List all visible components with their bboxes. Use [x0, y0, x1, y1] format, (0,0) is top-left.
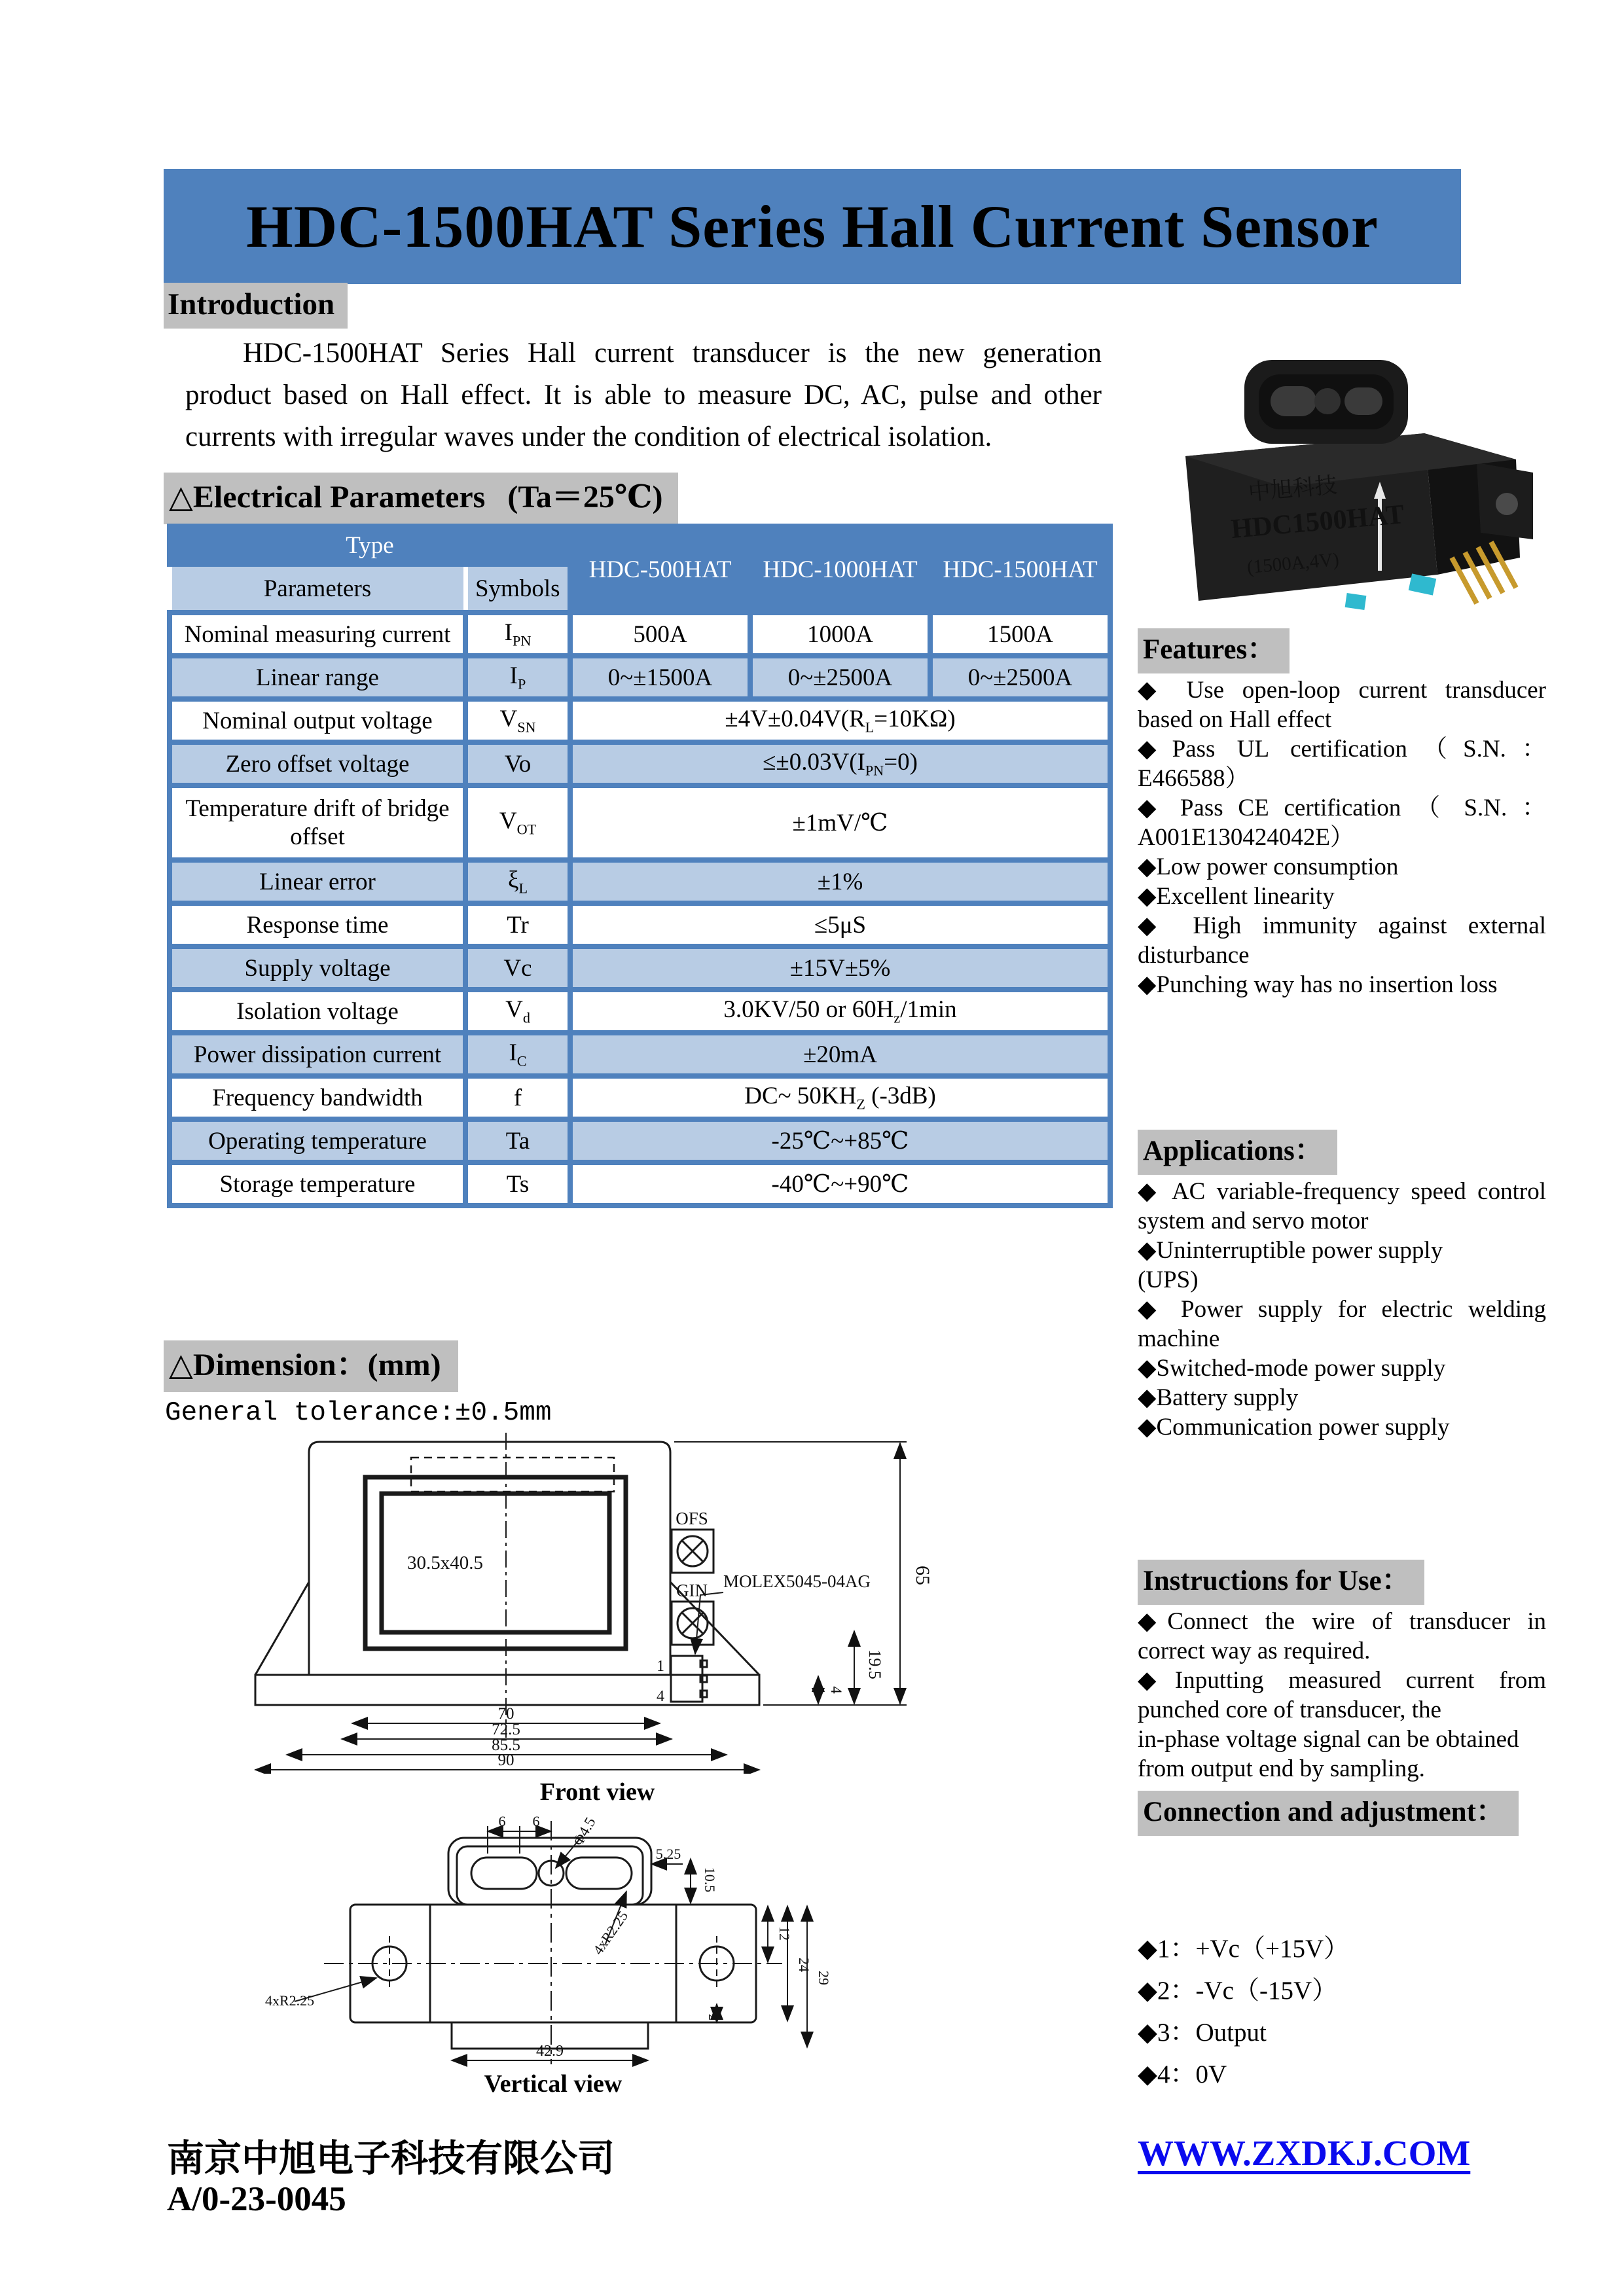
dimension-heading: △Dimension：(mm): [164, 1340, 458, 1392]
table-row: [170, 656, 1110, 699]
ofs-label: OFS: [676, 1509, 708, 1528]
value-cell: -40℃~+90℃: [570, 1162, 1110, 1206]
list-item: disturbance: [1138, 942, 1250, 969]
connection-list: [1138, 1928, 1546, 2096]
table-row: [170, 1033, 1110, 1076]
value-cell: 0~±2500A: [750, 656, 930, 699]
list-item: ◆Low power consumption: [1138, 853, 1399, 880]
symbol-cell: Tr: [465, 903, 570, 946]
front-view-drawing: [242, 1430, 952, 1774]
symbol-cell: $\xi_L$: [465, 860, 570, 903]
list-item: ◆4：0V: [1138, 2060, 1227, 2089]
list-item: ◆Punching way has no insertion loss: [1138, 971, 1498, 998]
table-row: [170, 903, 1110, 946]
dim-72-5: 72.5: [492, 1721, 520, 1738]
table-corner-type: Type: [170, 526, 570, 564]
instructions-list: [1138, 1607, 1546, 1784]
param-cell: Nominal measuring current: [170, 613, 465, 656]
symbol-cell: Ts: [465, 1162, 570, 1206]
value-cell: ≤5μS: [570, 903, 1110, 946]
symbol-cell: Ta: [465, 1119, 570, 1162]
list-item: ◆3：Output: [1138, 2018, 1267, 2047]
value-cell: 500A: [570, 613, 750, 656]
value-cell: $\le\pm 0.03V(I_{PN}=0)$: [570, 742, 1110, 785]
value-cell: ±1mV/℃: [570, 785, 1110, 860]
param-cell: Response time: [170, 903, 465, 946]
symbol-cell: $I_P$: [465, 656, 570, 699]
dim-2: 2: [706, 2014, 720, 2020]
connection-heading: Connection and adjustment：: [1138, 1791, 1519, 1836]
electrical-parameters-table: [167, 524, 1108, 1208]
param-cell: Supply voltage: [170, 946, 465, 990]
value-cell: ±1%: [570, 860, 1110, 903]
list-item: ◆Switched-mode power supply: [1138, 1355, 1446, 1382]
tolerance-note: General tolerance:±0.5mm: [165, 1398, 552, 1428]
column-header-model-2: HDC-1000HAT: [750, 526, 930, 613]
front-view-dimensions: [255, 1442, 907, 1770]
list-item: ◆ High immunity against external: [1138, 912, 1546, 939]
list-item: ◆1：+Vc（+15V）: [1138, 1935, 1350, 1963]
window-size-label: 30.5x40.5: [407, 1552, 483, 1573]
footer-company-name: 南京中旭电子科技有限公司: [167, 2138, 615, 2179]
list-item: system and servo motor: [1138, 1208, 1369, 1234]
column-header-model-1: HDC-500HAT: [570, 526, 750, 613]
dim-90: 90: [497, 1751, 514, 1769]
list-item: correct way as required.: [1138, 1638, 1371, 1664]
value-cell: $\pm 4V\pm 0.04V(R_L=10K\Omega)$: [570, 699, 1110, 742]
symbol-cell: $V_{OT}$: [465, 785, 570, 860]
param-cell: Frequency bandwidth: [170, 1076, 465, 1119]
param-cell: Isolation voltage: [170, 990, 465, 1033]
list-item: ◆ Use open-loop current transducer: [1138, 677, 1546, 704]
dim-29: 29: [816, 1971, 832, 1985]
product-rating-label: (1500A,4V): [1246, 548, 1341, 578]
vertical-view-caption: Vertical view: [484, 2070, 623, 2098]
table-row: [170, 1119, 1110, 1162]
product-photo: [1149, 342, 1536, 630]
gin-label: GIN: [676, 1581, 708, 1600]
table-row: [170, 742, 1110, 785]
dim-radius-left: 4xR2.25: [265, 1992, 315, 2009]
symbol-cell: Vo: [465, 742, 570, 785]
electrical-parameters-heading: [164, 473, 678, 524]
symbol-cell: $I_C$: [465, 1033, 570, 1076]
symbol-cell: $I_{PN}$: [465, 613, 570, 656]
value-cell: -25℃~+85℃: [570, 1119, 1110, 1162]
features-list: [1138, 675, 1546, 999]
symbol-cell: Vc: [465, 946, 570, 990]
param-cell: Operating temperature: [170, 1119, 465, 1162]
electrical-heading-text: △Electrical Parameters: [169, 480, 486, 514]
value-cell: 0~±1500A: [570, 656, 750, 699]
table-row: [170, 1076, 1110, 1119]
list-item: ◆Inputting measured current from: [1138, 1667, 1546, 1694]
list-item: ◆Battery supply: [1138, 1384, 1299, 1411]
list-item: based on Hall effect: [1138, 706, 1332, 733]
instructions-heading: Instructions for Use：: [1138, 1560, 1424, 1605]
dim-65: 65: [912, 1566, 933, 1585]
dim-5-25: 5.25: [655, 1846, 681, 1862]
value-cell: 3.0KV/50 or $60H_z/1\min$: [570, 990, 1110, 1033]
connector-label: MOLEX5045-04AG: [723, 1571, 871, 1591]
dim-10-5: 10.5: [702, 1867, 718, 1893]
list-item: ◆Excellent linearity: [1138, 883, 1335, 910]
symbol-cell: $V_d$: [465, 990, 570, 1033]
electrical-condition: (Ta＝25℃): [507, 480, 663, 514]
list-item: ◆2：-Vc（-15V）: [1138, 1977, 1338, 2005]
footer-doc-number: A/0-23-0045: [167, 2180, 346, 2218]
list-item: punched core of transducer, the: [1138, 1696, 1441, 1723]
dim-6a: 6: [498, 1813, 506, 1829]
value-cell: 0~±2500A: [930, 656, 1110, 699]
list-item: ◆ Pass CE certification （ S.N. ：: [1138, 795, 1546, 821]
symbol-cell: f: [465, 1076, 570, 1119]
dim-24: 24: [796, 1958, 812, 1972]
list-item: ◆Connect the wire of transducer in: [1138, 1608, 1546, 1635]
param-cell: Nominal output voltage: [170, 699, 465, 742]
table-row: [170, 785, 1110, 860]
sensor-illustration: [1185, 360, 1533, 610]
value-cell: 1000A: [750, 613, 930, 656]
param-cell: Linear range: [170, 656, 465, 699]
dim-42-9: 42.9: [536, 2043, 564, 2060]
value-cell: ±20mA: [570, 1033, 1110, 1076]
dim-4: 4: [828, 1686, 844, 1694]
param-cell: Power dissipation current: [170, 1033, 465, 1076]
pin-4-label: 4: [657, 1688, 664, 1705]
table-row: [170, 860, 1110, 903]
table-row: [170, 990, 1110, 1033]
list-item: from output end by sampling.: [1138, 1755, 1425, 1782]
dim-85-5: 85.5: [492, 1736, 520, 1754]
applications-heading: Applications：: [1138, 1130, 1337, 1175]
list-item: (UPS): [1138, 1266, 1199, 1293]
vertical-view-outline: [324, 1821, 782, 2064]
table-row: [170, 613, 1110, 656]
list-item: ◆Pass UL certification（S.N.：E466588）: [1138, 736, 1546, 792]
param-cell: Zero offset voltage: [170, 742, 465, 785]
list-item: ◆Uninterruptible power supply: [1138, 1237, 1443, 1264]
product-brand-label: 中旭科技: [1247, 473, 1339, 505]
list-item: ◆Communication power supply: [1138, 1414, 1450, 1441]
product-model-label: HDC1500HAT: [1229, 499, 1406, 545]
value-cell: ±15V±5%: [570, 946, 1110, 990]
list-item: machine: [1138, 1325, 1220, 1352]
column-header-symbols: Symbols: [465, 564, 570, 613]
applications-list: [1138, 1177, 1546, 1442]
dim-radius-mid: 4xR2.25: [589, 1907, 632, 1958]
param-cell: Linear error: [170, 860, 465, 903]
introduction-paragraph: [185, 332, 1102, 458]
dim-70: 70: [497, 1705, 514, 1723]
dim-hole-dia: Φ4.5: [569, 1814, 599, 1849]
value-cell: 1500A: [930, 613, 1110, 656]
intro-line: HDC-1500HAT Series Hall current transducer is the new generation: [243, 338, 1102, 368]
dim-12: 12: [776, 1926, 793, 1941]
list-item: ◆ Power supply for electric welding: [1138, 1296, 1546, 1323]
table-row: [170, 946, 1110, 990]
pin-1-label: 1: [657, 1658, 664, 1675]
param-cell: Temperature drift of bridge offset: [170, 785, 465, 860]
introduction-heading: Introduction: [164, 283, 348, 329]
footer-website-link[interactable]: WWW.ZXDKJ.COM: [1138, 2133, 1471, 2173]
table-row: [170, 1162, 1110, 1206]
list-item: A001E130424042E）: [1138, 824, 1354, 851]
dim-19-5: 19.5: [865, 1649, 884, 1679]
list-item: in-phase voltage signal can be obtained: [1138, 1726, 1519, 1753]
list-item: ◆ AC variable-frequency speed control: [1138, 1178, 1546, 1205]
page-title: HDC-1500HAT Series Hall Current Sensor: [246, 193, 1379, 260]
intro-line: currents with irregular waves under the condition of electrical isolation.: [185, 422, 992, 452]
table-row: [170, 699, 1110, 742]
title-banner: [164, 169, 1461, 284]
features-heading: Features：: [1138, 628, 1290, 673]
front-view-caption: Front view: [539, 1778, 655, 1806]
value-cell: DC~ $50KH_Z$ (-3dB): [570, 1076, 1110, 1119]
param-cell: Storage temperature: [170, 1162, 465, 1206]
intro-line: product based on Hall effect. It is able to measure DC, AC, pulse and other: [185, 380, 1102, 410]
vertical-view-drawing: [259, 1808, 848, 2068]
column-header-parameters: Parameters: [170, 564, 465, 613]
dim-6b: 6: [532, 1813, 540, 1829]
symbol-cell: $V_{SN}$: [465, 699, 570, 742]
column-header-model-3: HDC-1500HAT: [930, 526, 1110, 613]
